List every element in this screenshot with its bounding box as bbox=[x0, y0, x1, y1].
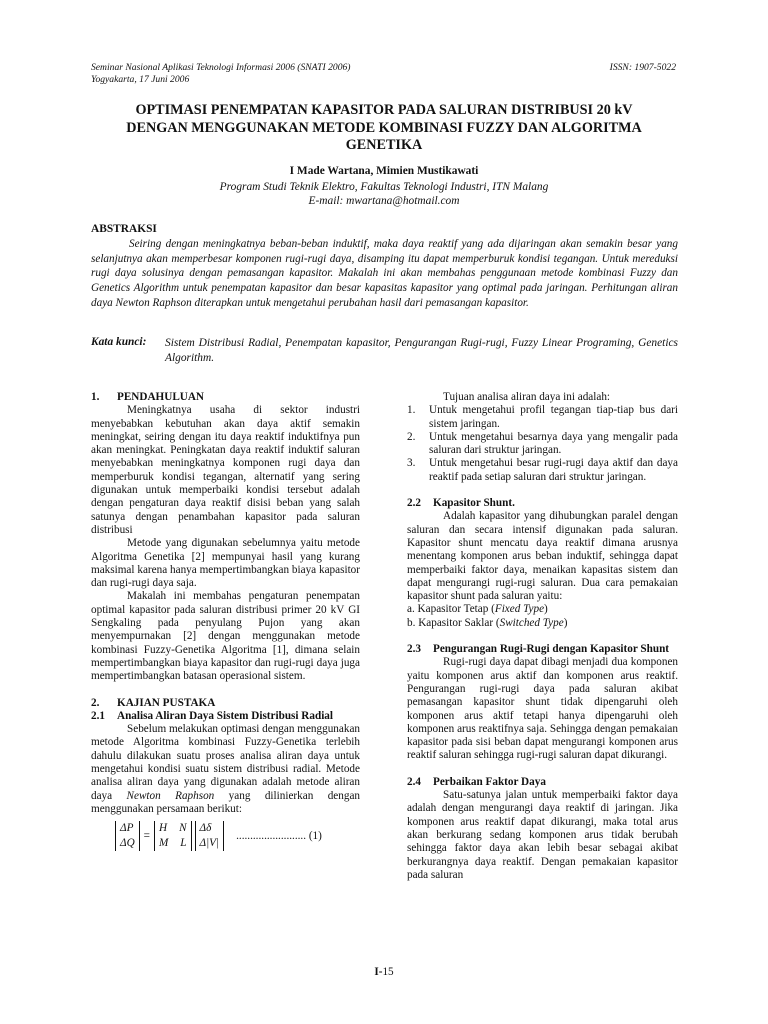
subsection-title: Analisa Aliran Daya Sistem Distribusi Radial bbox=[117, 709, 334, 722]
section-title: PENDAHULUAN bbox=[117, 391, 205, 403]
jacobian-matrix: H N M L bbox=[154, 821, 192, 851]
equals-sign: = bbox=[143, 829, 150, 842]
seminar-name: Seminar Nasional Aplikasi Teknologi Informasi 2006 (SNATI 2006) bbox=[91, 62, 351, 73]
abstract-heading: ABSTRAKSI bbox=[91, 223, 157, 235]
section-number: 1. bbox=[91, 391, 100, 403]
subsection-title: Kapasitor Shunt. bbox=[433, 497, 515, 510]
paragraph: Rugi-rugi daya dapat dibagi menjadi dua komponen yaitu komponen arus aktif dan komponen arus reaktif. Pengurangan rugi-rugi daya pada saluran akibat pemasangan kapasitor shunt tidak dipengaruhi oleh komponen arus aktif tetapi hanya dipengaruhi oleh komponen arus reaktifnya saja. Sehingga dengan pemakaian kapasitor pada sisi beban dapat mengurangi komponen arus reaktif saluran sehingga rugi-rugi saluran dapat dikurangi. bbox=[407, 656, 678, 762]
subsection-number: 2.3 bbox=[407, 643, 421, 656]
section-heading-2 bbox=[91, 697, 360, 710]
goals-list bbox=[407, 404, 678, 484]
title-line: DENGAN MENGGUNAKAN METODE KOMBINASI FUZZY DAN ALGORITMA bbox=[126, 119, 642, 136]
right-column bbox=[407, 391, 678, 882]
keywords-text: Sistem Distribusi Radial, Penempatan kapasitor, Pengurangan Rugi-rugi, Fuzzy Linear Programing, Genetics Algorithm. bbox=[165, 337, 678, 364]
equation-rhs-vector: Δδ Δ|V| bbox=[195, 821, 225, 851]
paragraph: Metode yang digunakan sebelumnya yaitu metode Algoritma Genetika [2] mempunyai hasil yang kurang maksimal karena hanya mempertimbangkan biaya kapasitor dan rugi-rugi daya saja. bbox=[91, 537, 360, 590]
list-item: 1. Untuk mengetahui profil tegangan tiap-tiap bus dari sistem jaringan. bbox=[407, 404, 678, 430]
authors: I Made Wartana, Mimien Mustikawati bbox=[289, 165, 479, 177]
affiliation: Program Studi Teknik Elektro, Fakultas Teknologi Industri, ITN Malang bbox=[219, 181, 549, 193]
section-heading-1 bbox=[91, 391, 360, 404]
list-item: b. Kapasitor Saklar (Switched Type) bbox=[407, 616, 568, 629]
equation-label: ......................... (1) bbox=[236, 829, 322, 842]
section-title: KAJIAN PUSTAKA bbox=[117, 696, 216, 709]
page-number: I-15 bbox=[374, 966, 394, 978]
paragraph: Sebelum melakukan optimasi dengan menggunakan metode Algoritma kombinasi Fuzzy-Genetika terlebih dahulu dilakukan suatu proses analisa aliran daya untuk mengetahui kondisi suatu sistem distribusi radial. Metode analisa aliran daya yang digunakan adalah metode aliran daya Newton Raphson yang dilinierkan dengan menggunakan persamaan berikut: bbox=[91, 723, 361, 815]
running-header-left bbox=[91, 62, 350, 85]
paper-title bbox=[80, 102, 688, 155]
paragraph: Tujuan analisa aliran daya ini adalah: bbox=[443, 391, 611, 403]
issn: ISSN: 1907-5022 bbox=[609, 62, 676, 73]
equation-lhs-vector: ΔP ΔQ bbox=[115, 821, 140, 851]
equation-1 bbox=[115, 819, 360, 853]
keywords-label: Kata kunci: bbox=[91, 336, 147, 348]
subsection-heading-2-4 bbox=[407, 776, 678, 789]
email: E-mail: mwartana@hotmail.com bbox=[308, 195, 460, 207]
abstract-text: Seiring dengan meningkatnya beban-beban induktif, maka daya reaktif yang ada dijaringan akan semakin besar yang selanjutnya akan memperbesar komponen rugi-rugi daya, disamping itu dapat memperburuk kondisi tegangan. Untuk mereduksi rugi daya solusinya dengan pemasangan kapasitor. Makalah ini akan membahas penggunaan metode kombinasi Fuzzy dan Genetics Algorithm untuk penempatan kapasitor dan besar kapasitas kapasitor yang optimal pada jaringan. Perhitungan aliran daya Newton Raphson diterapkan untuk mengetahui perubahan hasil dari pemasangan kapasitor. bbox=[91, 238, 678, 309]
seminar-place-date: Yogyakarta, 17 Juni 2006 bbox=[91, 73, 190, 85]
left-column bbox=[91, 391, 360, 853]
title-line: GENETIKA bbox=[345, 137, 423, 153]
subsection-title: Perbaikan Faktor Daya bbox=[433, 775, 546, 788]
subsection-heading-2-2 bbox=[407, 497, 678, 510]
paragraph: Adalah kapasitor yang dihubungkan paralel dengan saluran dan secara intensif digunakan pada saluran. Kapasitor shunt mencatu daya reaktif dimana arusnya menentang komponen arus beban induktif, sehingga dapat memperbaiki faktor daya, menaikan kapasitas sistem dan dapat mengurangi rugi-rugi saluran. Dua cara pemakaian kapasitor shunt pada saluran yaitu: bbox=[407, 510, 678, 603]
section-number: 2. bbox=[91, 696, 100, 709]
subsection-heading-2-1 bbox=[91, 710, 360, 723]
subsection-number: 2.1 bbox=[91, 709, 105, 722]
list-item: 2. Untuk mengetahui besarnya daya yang mengalir pada saluran dari struktur jaringan. bbox=[407, 430, 678, 457]
list-item: 3. Untuk mengetahui besar rugi-rugi daya aktif dan daya reaktif pada setiap saluran dari struktur jaringan. bbox=[407, 457, 678, 483]
subsection-number: 2.2 bbox=[407, 497, 421, 510]
paragraph: Meningkatnya usaha di sektor industri menyebabkan kebutuhan akan daya aktif semakin meningkat, seiring dengan itu daya reaktif induktifnya pun akan meningkat. Peningkatan daya reaktif induktif saluran menyebabkan meningkatnya komponen rugi daya dan memperburuk kondisi tegangan, alternatif yang sering digunakan untuk memperbaiki kondisi tersebut adalah dengan pengaturan daya reaktif disisi beban yang salah satunya dengan penambahan kapasitor pada saluran distribusi bbox=[91, 404, 360, 536]
paragraph: Makalah ini membahas pengaturan penempatan optimal kapasitor pada saluran distribusi primer 20 kV GI Sengkaling pada penyulang Pujon yang akan menyempurnakan [2] dengan menggunakan metode kombinasi Fuzzy-Genetika Algoritma [1], dimana selain mempertimbangkan biaya kapasitor dan rugi-rugi daya juga mempertimbangkan batasan operasional sistem. bbox=[91, 590, 360, 683]
list-item: a. Kapasitor Tetap (Fixed Type) bbox=[407, 603, 548, 616]
title-line: OPTIMASI PENEMPATAN KAPASITOR PADA SALURAN DISTRIBUSI 20 kV bbox=[135, 102, 633, 118]
paragraph: Satu-satunya jalan untuk memperbaiki faktor daya adalah dengan mengurangi daya reaktif di jaringan. Jika komponen arus reaktif dapat dikurangi, maka total arus akan berkurang sedang komponen arus tidak berubah sehingga faktor daya akan lebih besar sebagai akibat berkurangnya daya reaktif. Dengan pemakaian kapasitor pada saluran bbox=[407, 789, 678, 881]
subsection-number: 2.4 bbox=[407, 775, 421, 788]
subsection-heading-2-3 bbox=[407, 643, 678, 656]
subsection-title: Pengurangan Rugi-Rugi dengan Kapasitor Shunt bbox=[433, 643, 670, 656]
affiliation-block bbox=[80, 180, 688, 208]
